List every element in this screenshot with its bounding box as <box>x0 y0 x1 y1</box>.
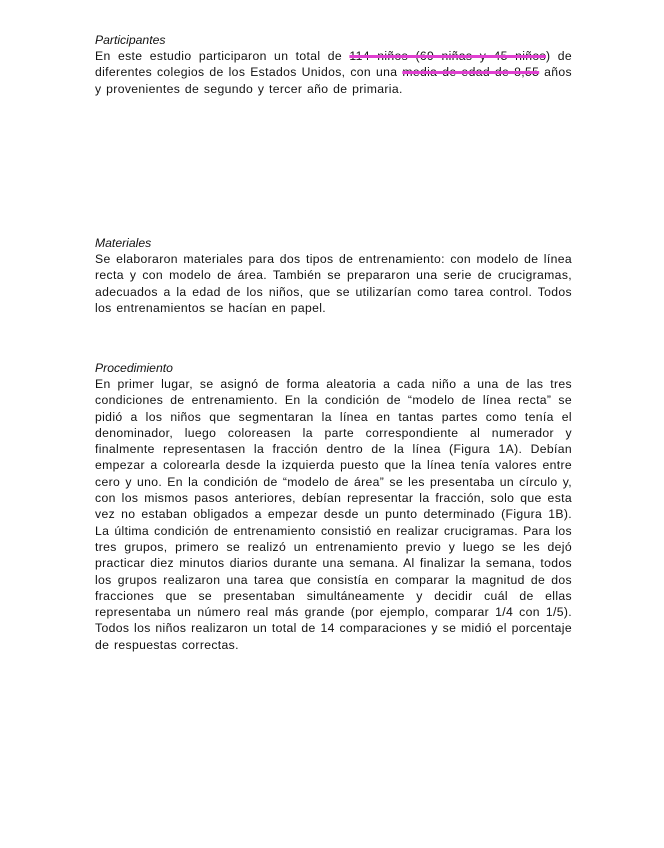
highlight-sample-size: 114 niños (69 niñas y 45 niños <box>349 49 546 63</box>
paragraph-materiales: Se elaboraron materiales para dos tipos de entrenamiento: con modelo de línea recta y con modelo de área. También se prepararon una serie de crucigramas, adecuados a la edad de los niños, que se utilizarían como tarea control. Todos los entrenamientos se hacían en papel. <box>95 252 572 315</box>
heading-materiales: Materiales <box>95 236 152 250</box>
participantes-text-2: ) de diferentes colegios de los Estados Unidos, con una <box>95 49 573 80</box>
heading-participantes: Participantes <box>95 33 166 47</box>
paragraph-procedimiento: En primer lugar, se asignó de forma aleatoria a cada niño a una de las tres condiciones de entrenamiento. En la condición de “modelo de línea recta” se pidió a los niños que segmentaran la línea en tantas partes como tenía el denominador, luego coloreasen la parte correspondiente al numerador y finalmente representasen la fracción dentro de la línea (Figura 1A). Debían empezar a colorearla desde la izquierda puesto que la línea tenía valores entre cero y uno. En la condición de “modelo de área” se les presentaba un círculo y, con los mismos pasos anteriores, debían representar la fracción, solo que esta vez no estaban obligados a empezar desde un punto determinado (Figura 1B). La última condición de entrenamiento consistió en realizar crucigramas. Para los tres grupos, primero se realizó un entrenamiento previo y luego se les dejó practicar diez minutos diarios durante una semana. Al finalizar la semana, todos los grupos realizaron una tarea que consistía en comparar la magnitud de dos fracciones que se presentaban simultáneamente y decidir cuál de ellas representaba un número real más grande (por ejemplo, comparar 1/4 con 1/5). Todos los niños realizaron un total de 14 comparaciones y se midió el porcentaje de respuestas correctas. <box>95 377 572 652</box>
section-participantes <box>95 33 572 97</box>
heading-procedimiento: Procedimiento <box>95 361 173 375</box>
section-materiales <box>95 236 572 316</box>
section-procedimiento <box>95 361 572 653</box>
participantes-text-1: En este estudio participaron un total de <box>95 49 350 63</box>
highlight-mean-age: media de edad de 8,55 <box>402 65 540 80</box>
participantes-text-3: años y provenientes de segundo y tercer año de primaria. <box>95 65 572 96</box>
paragraph-participantes <box>95 48 572 97</box>
